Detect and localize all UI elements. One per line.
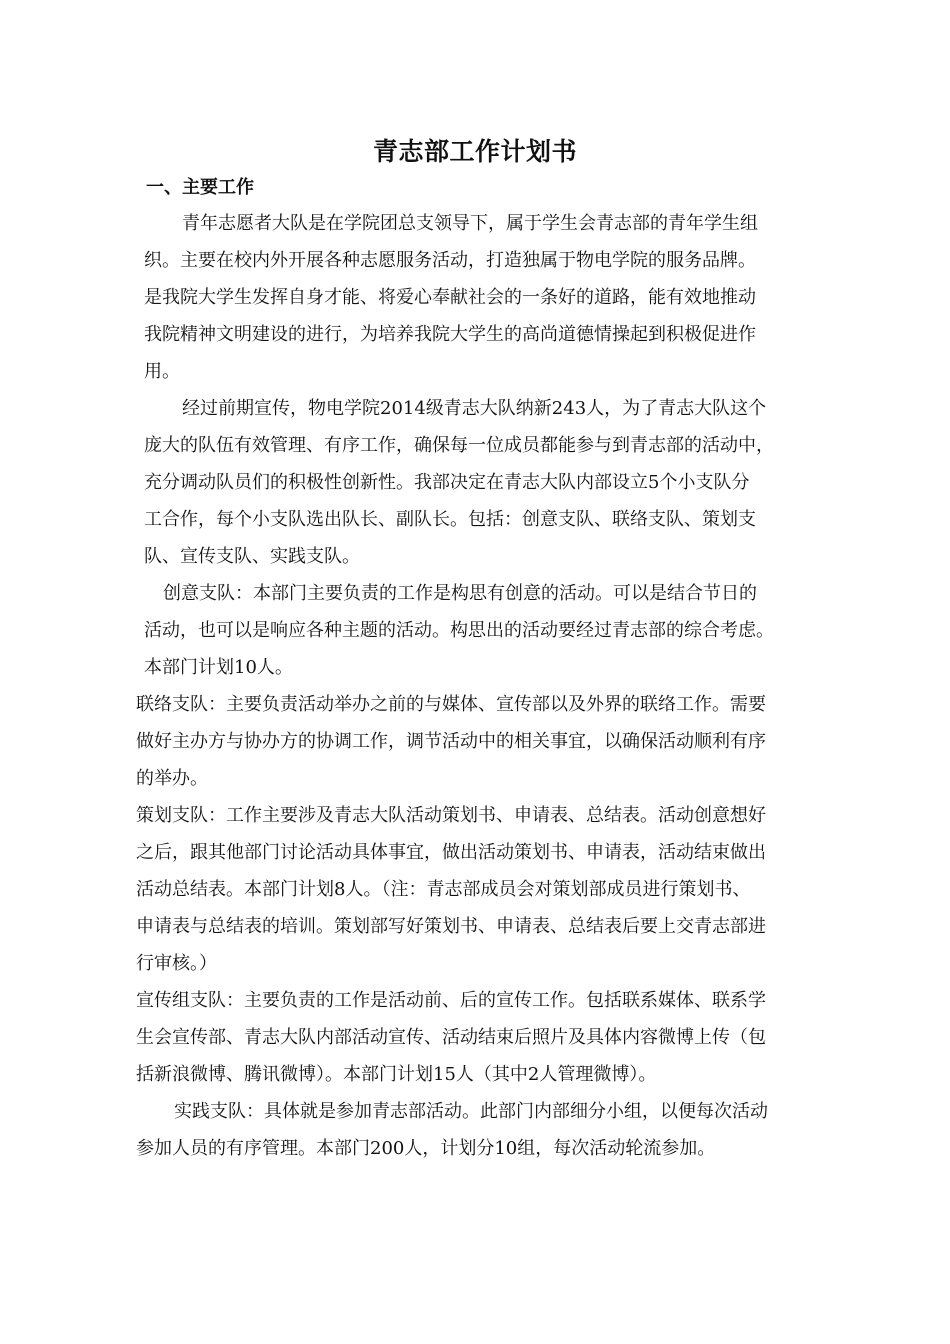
text-line: 的举办。 — [136, 768, 208, 789]
text-line: 我院精神文明建设的进行，为培养我院大学生的高尚道德情操起到积极促进作 — [144, 324, 756, 345]
text-line: 行审核。） — [136, 953, 217, 974]
text-line: 做好主办方与协办方的协调工作，调节活动中的相关事宜，以确保活动顺利有序 — [136, 731, 766, 752]
text-line: 活动，也可以是响应各种主题的活动。构思出的活动要经过青志部的综合考虑。 — [144, 620, 774, 641]
text-line: 策划支队：工作主要涉及青志大队活动策划书、申请表、总结表。活动创意想好 — [136, 805, 766, 826]
text-line: 工合作，每个小支队选出队长、副队长。包括：创意支队、联络支队、策划支 — [144, 509, 756, 530]
text-line: 联络支队：主要负责活动举办之前的与媒体、宣传部以及外界的联络工作。需要 — [136, 694, 766, 715]
text-line: 青年志愿者大队是在学院团总支领导下，属于学生会青志部的青年学生组 — [182, 213, 758, 234]
text-line: 宣传组支队：主要负责的工作是活动前、后的宣传工作。包括联系媒体、联系学 — [136, 990, 766, 1011]
text-line: 括新浪微博、腾讯微博）。本部门计划15人（其中2人管理微博）。 — [136, 1064, 657, 1085]
text-line: 庞大的队伍有效管理、有序工作，确保每一位成员都能参与到青志部的活动中， — [144, 435, 774, 456]
text-line: 生会宣传部、青志大队内部活动宣传、活动结束后照片及具体内容微博上传（包 — [136, 1027, 766, 1048]
text-line: 用。 — [144, 361, 180, 382]
text-line: 经过前期宣传，物电学院2014级青志大队纳新243人，为了青志大队这个 — [182, 398, 767, 419]
text-line: 活动总结表。本部门计划8人。（注：青志部成员会对策划部成员进行策划书、 — [136, 879, 751, 900]
text-line: 是我院大学生发挥自身才能、将爱心奉献社会的一条好的道路，能有效地推动 — [144, 287, 756, 308]
text-line: 参加人员的有序管理。本部门200人，计划分10组，每次活动轮流参加。 — [136, 1138, 716, 1159]
text-line: 之后，跟其他部门讨论活动具体事宜，做出活动策划书、申请表，活动结束做出 — [136, 842, 766, 863]
document-title: 青志部工作计划书 — [372, 137, 577, 166]
text-line: 创意支队：本部门主要负责的工作是构思有创意的活动。可以是结合节日的 — [163, 583, 757, 604]
section-heading: 一、主要工作 — [146, 177, 254, 198]
text-line: 织。主要在校内外开展各种志愿服务活动，打造独属于物电学院的服务品牌。 — [144, 250, 756, 271]
text-line: 申请表与总结表的培训。策划部写好策划书、申请表、总结表后要上交青志部进 — [136, 916, 766, 937]
text-line: 队、宣传支队、实践支队。 — [144, 546, 360, 567]
text-line: 充分调动队员们的积极性创新性。我部决定在青志大队内部设立5个小支队分 — [144, 472, 750, 493]
text-line: 本部门计划10人。 — [144, 657, 293, 678]
text-line: 实践支队：具体就是参加青志部活动。此部门内部细分小组，以便每次活动 — [174, 1101, 768, 1122]
